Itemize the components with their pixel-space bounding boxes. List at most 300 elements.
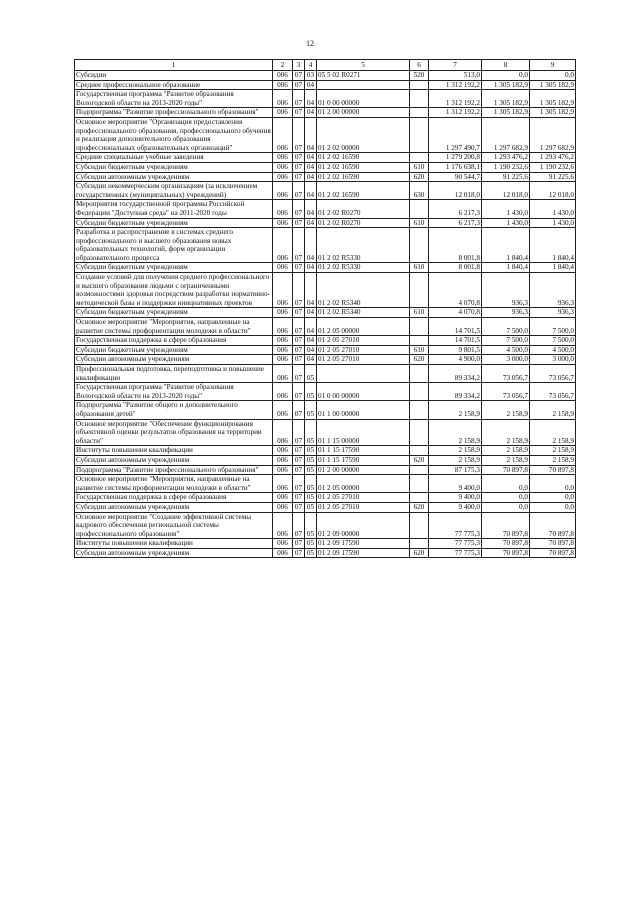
- amount-col7-cell: 6 217,3: [429, 200, 482, 218]
- section-code-cell: 07: [293, 539, 305, 549]
- subsection-code-cell: 05: [305, 475, 317, 493]
- admin-code-cell: 006: [273, 355, 293, 365]
- target-article-cell: 01 2 05 27010: [317, 336, 410, 346]
- table-row: [75, 90, 576, 108]
- section-code-cell: 07: [293, 475, 305, 493]
- admin-code-cell: 006: [273, 182, 293, 200]
- section-code-cell: 07: [293, 182, 305, 200]
- amount-col8-cell: 1 297 682,9: [482, 117, 530, 152]
- amount-col9-cell: 2 158,9: [530, 446, 576, 456]
- amount-col9-cell: 0,0: [530, 502, 576, 512]
- table-row: [75, 153, 576, 163]
- admin-code-cell: 006: [273, 345, 293, 355]
- amount-col8-cell: 73 056,7: [482, 365, 530, 383]
- target-article-cell: 01 2 09 17590: [317, 539, 410, 549]
- column-header: 8: [482, 60, 530, 71]
- table-row: [75, 493, 576, 503]
- admin-code-cell: 006: [273, 228, 293, 263]
- amount-col9-cell: 1 840,4: [530, 263, 576, 273]
- row-name-cell: Субсидии автономным учреждениям: [75, 172, 273, 182]
- section-code-cell: 07: [293, 365, 305, 383]
- table-row: [75, 502, 576, 512]
- expense-type-cell: [410, 200, 429, 218]
- amount-col7-cell: 77 775,3: [429, 539, 482, 549]
- target-article-cell: 01 2 00 00000: [317, 108, 410, 118]
- column-header: 3: [293, 60, 305, 71]
- expense-type-cell: [410, 80, 429, 90]
- expense-type-cell: 620: [410, 455, 429, 465]
- target-article-cell: 01 1 15 17590: [317, 455, 410, 465]
- subsection-code-cell: 04: [305, 117, 317, 152]
- section-code-cell: 07: [293, 401, 305, 419]
- amount-col8-cell: 1 430,0: [482, 200, 530, 218]
- target-article-cell: 01 2 05 00000: [317, 318, 410, 336]
- expense-type-cell: [410, 336, 429, 346]
- expense-type-cell: 620: [410, 355, 429, 365]
- row-name-cell: Субсидии бюджетным учреждениям: [75, 218, 273, 228]
- amount-col9-cell: 12 018,0: [530, 182, 576, 200]
- expense-type-cell: 630: [410, 182, 429, 200]
- row-name-cell: Основное мероприятие "Организация предоставления профессионального образования, профессионального обучения и реализация дополнительного образования профессиональных образовательных организаций": [76, 117, 271, 152]
- table-row: [75, 365, 576, 383]
- table-row: [75, 475, 576, 493]
- amount-col7-cell: 9 400,0: [429, 493, 482, 503]
- row-name-cell: Среднее профессиональное образование: [75, 80, 273, 90]
- table-row: [75, 446, 576, 456]
- section-code-cell: 07: [293, 455, 305, 465]
- amount-col8-cell: 7 500,0: [482, 318, 530, 336]
- amount-col8-cell: 936,3: [482, 273, 530, 308]
- amount-col7-cell: 2 158,9: [429, 419, 482, 446]
- amount-col8-cell: 0,0: [482, 475, 530, 493]
- target-article-cell: 01 2 09 00000: [317, 512, 410, 539]
- subsection-code-cell: 05: [305, 539, 317, 549]
- amount-col9-cell: 3 000,0: [530, 355, 576, 365]
- amount-col8-cell: 7 500,0: [482, 336, 530, 346]
- amount-col9-cell: 1 840,4: [530, 228, 576, 263]
- amount-col7-cell: 9 801,5: [429, 345, 482, 355]
- target-article-cell: 01 1 15 17590: [317, 446, 410, 456]
- subsection-code-cell: 05: [305, 502, 317, 512]
- row-name-cell: Средние специальные учебные заведения: [75, 153, 273, 163]
- subsection-code-cell: 04: [305, 218, 317, 228]
- target-article-cell: 01 2 02 16590: [317, 182, 410, 200]
- amount-col8-cell: 0,0: [482, 502, 530, 512]
- row-name-cell: Субсидии бюджетным учреждениям: [75, 345, 273, 355]
- amount-col9-cell: 2 158,9: [530, 401, 576, 419]
- section-code-cell: 07: [293, 336, 305, 346]
- amount-col8-cell: 2 158,9: [482, 455, 530, 465]
- target-article-cell: 01 2 05 27010: [317, 345, 410, 355]
- subsection-code-cell: 05: [305, 465, 317, 475]
- target-article-cell: 01 2 02 R0270: [317, 218, 410, 228]
- amount-col8-cell: 0,0: [482, 493, 530, 503]
- subsection-code-cell: 04: [305, 153, 317, 163]
- amount-col9-cell: 1 430,0: [530, 218, 576, 228]
- amount-col7-cell: 14 701,5: [429, 318, 482, 336]
- amount-col9-cell: 2 158,9: [530, 455, 576, 465]
- column-header: 4: [305, 60, 317, 71]
- amount-col9-cell: 91 225,6: [530, 172, 576, 182]
- subsection-code-cell: 05: [305, 548, 317, 558]
- column-header: 9: [530, 60, 576, 71]
- subsection-code-cell: 04: [305, 90, 317, 108]
- admin-code-cell: 006: [273, 446, 293, 456]
- row-name-cell: Субсидии некоммерческим организациям (за исключением государственных (муниципальных) учреждений): [75, 182, 273, 200]
- amount-col8-cell: 2 158,9: [482, 419, 530, 446]
- admin-code-cell: 006: [273, 273, 293, 308]
- expense-type-cell: [410, 539, 429, 549]
- amount-col9-cell: 1 430,0: [530, 200, 576, 218]
- row-name-cell: Институты повышения квалификации: [75, 446, 273, 456]
- row-name-cell: Государственная программа "Развитие образования Вологодской области на 2013-2020 годы": [75, 90, 273, 108]
- admin-code-cell: 006: [273, 493, 293, 503]
- row-name-cell: Разработка и распространение в системах среднего профессионального и высшего образования новых образовательных технологий, форм организации образовательного процесса: [75, 228, 273, 263]
- target-article-cell: 01 2 09 17590: [317, 548, 410, 558]
- subsection-code-cell: 04: [305, 345, 317, 355]
- expense-type-cell: [410, 512, 429, 539]
- amount-col7-cell: 1 279 200,8: [429, 153, 482, 163]
- section-code-cell: 07: [293, 172, 305, 182]
- admin-code-cell: 006: [273, 108, 293, 118]
- admin-code-cell: 006: [273, 200, 293, 218]
- expense-type-cell: [410, 117, 429, 152]
- row-name-cell: Институты повышения квалификации: [75, 539, 273, 549]
- row-name-cell: Субсидии автономным учреждениям: [75, 355, 273, 365]
- subsection-code-cell: 04: [305, 200, 317, 218]
- subsection-code-cell: 04: [305, 263, 317, 273]
- table-row: [75, 355, 576, 365]
- amount-col8-cell: 936,3: [482, 308, 530, 318]
- amount-col7-cell: 2 158,9: [429, 401, 482, 419]
- table-row: [75, 71, 576, 81]
- row-name-cell: Субсидии бюджетным учреждениям: [75, 308, 273, 318]
- table-row: [75, 548, 576, 558]
- section-code-cell: 07: [293, 263, 305, 273]
- section-code-cell: 07: [293, 273, 305, 308]
- table-header-row: [75, 60, 576, 71]
- amount-col9-cell: 1 305 182,9: [530, 108, 576, 118]
- amount-col7-cell: 1 312 192,2: [429, 108, 482, 118]
- amount-col9-cell: 0,0: [530, 493, 576, 503]
- target-article-cell: 01 2 05 27010: [317, 355, 410, 365]
- table-row: [75, 273, 576, 308]
- target-article-cell: 01 2 02 R5330: [317, 228, 410, 263]
- column-header: 1: [75, 60, 273, 71]
- section-code-cell: 07: [293, 493, 305, 503]
- amount-col9-cell: 70 897,8: [530, 548, 576, 558]
- subsection-code-cell: 04: [305, 308, 317, 318]
- expense-type-cell: 610: [410, 218, 429, 228]
- amount-col7-cell: 14 701,5: [429, 336, 482, 346]
- expense-type-cell: 610: [410, 308, 429, 318]
- admin-code-cell: 006: [273, 172, 293, 182]
- subsection-code-cell: 04: [305, 355, 317, 365]
- column-header: 7: [429, 60, 482, 71]
- expense-type-cell: 610: [410, 162, 429, 172]
- table-row: [75, 108, 576, 118]
- amount-col9-cell: 936,3: [530, 273, 576, 308]
- table-row: [75, 401, 576, 419]
- table-row: [75, 162, 576, 172]
- subsection-code-cell: 04: [305, 228, 317, 263]
- subsection-code-cell: 04: [305, 108, 317, 118]
- section-code-cell: 07: [293, 308, 305, 318]
- amount-col9-cell: 7 500,0: [530, 336, 576, 346]
- expense-type-cell: [410, 383, 429, 401]
- subsection-code-cell: 04: [305, 172, 317, 182]
- amount-col9-cell: 70 897,8: [530, 539, 576, 549]
- target-article-cell: 01 1 00 00000: [317, 401, 410, 419]
- amount-col8-cell: 1 305 182,9: [482, 90, 530, 108]
- row-name-cell: Основное мероприятие "Мероприятия, направленные на развитие системы профориентации молодежи в области": [75, 318, 273, 336]
- page-number: 12: [306, 39, 314, 48]
- section-code-cell: 07: [293, 162, 305, 172]
- amount-col8-cell: 1 190 232,6: [482, 162, 530, 172]
- section-code-cell: 07: [293, 228, 305, 263]
- target-article-cell: 01 2 02 R0270: [317, 200, 410, 218]
- admin-code-cell: 006: [273, 308, 293, 318]
- admin-code-cell: 006: [273, 80, 293, 90]
- target-article-cell: 01 2 05 27010: [317, 502, 410, 512]
- expense-type-cell: [410, 446, 429, 456]
- row-name-cell: Создание условий для получения среднего профессионального и высшего образования людьми с ограниченными возможностями здоровья посредством разработки нормативно-методической базы и поддержки инициативных проектов: [75, 273, 273, 308]
- amount-col8-cell: 3 000,0: [482, 355, 530, 365]
- amount-col9-cell: 1 190 232,6: [530, 162, 576, 172]
- amount-col8-cell: 1 840,4: [482, 263, 530, 273]
- amount-col8-cell: 70 897,8: [482, 548, 530, 558]
- amount-col9-cell: 0,0: [530, 475, 576, 493]
- row-name-cell: Государственная программа "Развитие образования Вологодской области на 2013-2020 годы": [75, 383, 273, 401]
- amount-col9-cell: 7 500,0: [530, 318, 576, 336]
- amount-col8-cell: 2 158,9: [482, 401, 530, 419]
- table-row: [75, 200, 576, 218]
- row-name-cell: Государственная поддержка в сфере образования: [75, 336, 273, 346]
- amount-col7-cell: 2 158,9: [429, 446, 482, 456]
- amount-col7-cell: 4 070,8: [429, 308, 482, 318]
- admin-code-cell: 006: [273, 512, 293, 539]
- table-row: [75, 182, 576, 200]
- table-row: [75, 345, 576, 355]
- table-row: [75, 218, 576, 228]
- amount-col8-cell: 12 018,0: [482, 182, 530, 200]
- amount-col7-cell: 9 400,0: [429, 475, 482, 493]
- amount-col9-cell: 73 056,7: [530, 365, 576, 383]
- expense-type-cell: [410, 401, 429, 419]
- row-name-cell: Субсидии: [75, 71, 273, 81]
- amount-col7-cell: 4 070,8: [429, 273, 482, 308]
- admin-code-cell: 006: [273, 263, 293, 273]
- target-article-cell: 01 2 02 16590: [317, 162, 410, 172]
- subsection-code-cell: 05: [305, 383, 317, 401]
- subsection-code-cell: 04: [305, 162, 317, 172]
- row-name-cell: Мероприятия государственной программы Российской Федерации "Доступная среда" на 2011-2020 годы: [75, 200, 273, 218]
- amount-col8-cell: 1 305 182,9: [482, 108, 530, 118]
- subsection-code-cell: 03: [305, 71, 317, 81]
- expense-type-cell: [410, 90, 429, 108]
- target-article-cell: 01 0 00 00000: [317, 383, 410, 401]
- admin-code-cell: 006: [273, 336, 293, 346]
- amount-col9-cell: 73 056,7: [530, 383, 576, 401]
- section-code-cell: 07: [293, 512, 305, 539]
- amount-col8-cell: 1 430,0: [482, 218, 530, 228]
- expense-type-cell: 620: [410, 502, 429, 512]
- section-code-cell: 07: [293, 200, 305, 218]
- expense-type-cell: 620: [410, 548, 429, 558]
- expense-type-cell: [410, 153, 429, 163]
- section-code-cell: 07: [293, 446, 305, 456]
- row-name-cell: Основное мероприятие "Создание эффективной системы кадрового обеспечения региональной системы профессионального образования": [75, 512, 273, 539]
- target-article-cell: 01 0 00 00000: [317, 90, 410, 108]
- target-article-cell: 01 1 15 00000: [317, 419, 410, 446]
- budget-table: [74, 59, 576, 558]
- amount-col7-cell: 77 775,3: [429, 512, 482, 539]
- table-row: [75, 318, 576, 336]
- amount-col8-cell: 1 840,4: [482, 228, 530, 263]
- section-code-cell: 07: [293, 345, 305, 355]
- amount-col7-cell: 1 176 638,1: [429, 162, 482, 172]
- section-code-cell: 07: [293, 419, 305, 446]
- amount-col9-cell: 1 305 182,9: [530, 90, 576, 108]
- admin-code-cell: 006: [273, 419, 293, 446]
- section-code-cell: 07: [293, 318, 305, 336]
- target-article-cell: 01 2 02 R5340: [317, 273, 410, 308]
- table-row: [75, 539, 576, 549]
- amount-col7-cell: 87 175,3: [429, 465, 482, 475]
- admin-code-cell: 006: [273, 383, 293, 401]
- amount-col7-cell: 12 018,0: [429, 182, 482, 200]
- target-article-cell: [317, 365, 410, 383]
- amount-col9-cell: 70 897,8: [530, 512, 576, 539]
- amount-col7-cell: 8 001,8: [429, 263, 482, 273]
- expense-type-cell: 610: [410, 345, 429, 355]
- table-row: [75, 228, 576, 263]
- admin-code-cell: 006: [273, 218, 293, 228]
- row-name-cell: Подпрограмма "Развитие профессионального образования": [75, 108, 273, 118]
- section-code-cell: 07: [293, 548, 305, 558]
- section-code-cell: 07: [293, 502, 305, 512]
- amount-col7-cell: 1 297 490,7: [429, 117, 482, 152]
- expense-type-cell: 610: [410, 263, 429, 273]
- row-name-cell: Субсидии автономным учреждениям: [75, 455, 273, 465]
- expense-type-cell: [410, 493, 429, 503]
- row-name-cell: Субсидии бюджетным учреждениям: [75, 263, 273, 273]
- amount-col9-cell: 2 158,9: [530, 419, 576, 446]
- table-row: [75, 455, 576, 465]
- subsection-code-cell: 04: [305, 336, 317, 346]
- table-row: [75, 465, 576, 475]
- subsection-code-cell: 05: [305, 493, 317, 503]
- expense-type-cell: [410, 419, 429, 446]
- amount-col7-cell: 90 544,7: [429, 172, 482, 182]
- row-name-cell: Субсидии автономным учреждениям: [75, 548, 273, 558]
- expense-type-cell: [410, 365, 429, 383]
- admin-code-cell: 006: [273, 71, 293, 81]
- table-row: [75, 172, 576, 182]
- admin-code-cell: 006: [273, 401, 293, 419]
- subsection-code-cell: 05: [305, 446, 317, 456]
- amount-col8-cell: 1 293 476,2: [482, 153, 530, 163]
- expense-type-cell: 620: [410, 172, 429, 182]
- target-article-cell: 01 2 02 16590: [317, 153, 410, 163]
- table-row: [75, 117, 576, 152]
- target-article-cell: 01 2 00 00000: [317, 465, 410, 475]
- amount-col7-cell: 4 900,0: [429, 355, 482, 365]
- admin-code-cell: 006: [273, 548, 293, 558]
- admin-code-cell: 006: [273, 162, 293, 172]
- amount-col7-cell: 1 312 192,2: [429, 90, 482, 108]
- section-code-cell: 07: [293, 71, 305, 81]
- admin-code-cell: 006: [273, 318, 293, 336]
- subsection-code-cell: 05: [305, 512, 317, 539]
- amount-col7-cell: 9 400,0: [429, 502, 482, 512]
- amount-col9-cell: 1 305 182,9: [530, 80, 576, 90]
- amount-col8-cell: 73 056,7: [482, 383, 530, 401]
- table-row: [75, 383, 576, 401]
- section-code-cell: 07: [293, 383, 305, 401]
- subsection-code-cell: 04: [305, 80, 317, 90]
- amount-col7-cell: 89 334,2: [429, 365, 482, 383]
- expense-type-cell: 520: [410, 71, 429, 81]
- row-name-cell: Субсидии бюджетным учреждениям: [75, 162, 273, 172]
- admin-code-cell: 006: [273, 365, 293, 383]
- amount-col8-cell: 4 500,0: [482, 345, 530, 355]
- amount-col8-cell: 1 305 182,9: [482, 80, 530, 90]
- expense-type-cell: [410, 465, 429, 475]
- subsection-code-cell: 05: [305, 365, 317, 383]
- amount-col9-cell: 1 293 476,2: [530, 153, 576, 163]
- admin-code-cell: 006: [273, 455, 293, 465]
- admin-code-cell: 006: [273, 475, 293, 493]
- target-article-cell: 05 5 02 R0271: [317, 71, 410, 81]
- section-code-cell: 07: [293, 465, 305, 475]
- target-article-cell: 01 2 02 16590: [317, 172, 410, 182]
- target-article-cell: 01 2 02 00000: [317, 117, 410, 152]
- amount-col9-cell: 4 500,0: [530, 345, 576, 355]
- admin-code-cell: 006: [273, 153, 293, 163]
- amount-col7-cell: 6 217,3: [429, 218, 482, 228]
- section-code-cell: 07: [293, 108, 305, 118]
- amount-col8-cell: 91 225,6: [482, 172, 530, 182]
- amount-col9-cell: 0,0: [530, 71, 576, 81]
- section-code-cell: 07: [293, 80, 305, 90]
- amount-col7-cell: 513,0: [429, 71, 482, 81]
- row-name-cell: Государственная поддержка в сфере образования: [75, 493, 273, 503]
- amount-col8-cell: 2 158,9: [482, 446, 530, 456]
- row-name-cell: Подпрограмма "Развитие общего и дополнительного образования детей": [75, 401, 273, 419]
- expense-type-cell: [410, 475, 429, 493]
- admin-code-cell: 006: [273, 539, 293, 549]
- admin-code-cell: 006: [273, 502, 293, 512]
- section-code-cell: 07: [293, 153, 305, 163]
- section-code-cell: 07: [293, 218, 305, 228]
- amount-col7-cell: 77 775,3: [429, 548, 482, 558]
- amount-col7-cell: 1 312 192,2: [429, 80, 482, 90]
- target-article-cell: [317, 80, 410, 90]
- amount-col9-cell: 1 297 682,9: [530, 117, 576, 152]
- subsection-code-cell: 05: [305, 455, 317, 465]
- amount-col8-cell: 70 897,8: [482, 465, 530, 475]
- expense-type-cell: [410, 273, 429, 308]
- admin-code-cell: 006: [273, 117, 293, 152]
- row-name-cell: Субсидии автономным учреждениям: [75, 502, 273, 512]
- section-code-cell: 07: [293, 117, 305, 152]
- amount-col8-cell: 0,0: [482, 71, 530, 81]
- row-name-cell: Подпрограмма "Развитие профессионального образования": [75, 465, 273, 475]
- admin-code-cell: 006: [273, 90, 293, 108]
- column-header: 5: [317, 60, 410, 71]
- subsection-code-cell: 04: [305, 318, 317, 336]
